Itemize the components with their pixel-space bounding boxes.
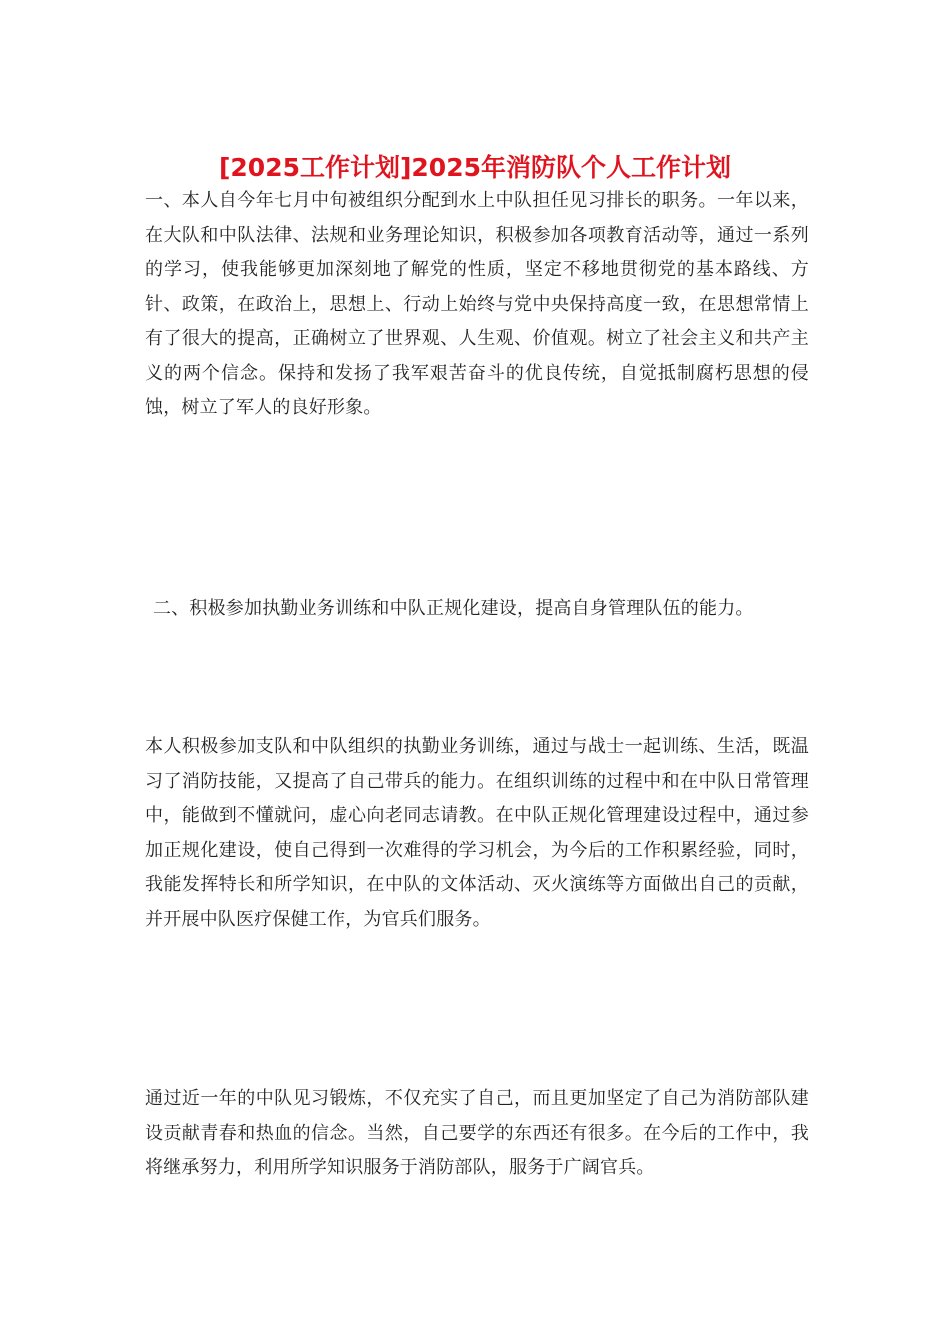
paragraph-1: 一、本人自今年七月中旬被组织分配到水上中队担任见习排长的职务。一年以来，在大队和中队法律、法规和业务理论知识，积极参加各项教育活动等，通过一系列的学习，使我能够更加深刻地了解党的性质，坚定不移地贯彻党的基本路线、方针、政策，在政治上，思想上、行动上始终与党中央保持高度一致，在思想常情上有了很大的提高，正确树立了世界观、人生观、价值观。树立了社会主义和共产主义的两个信念。保持和发扬了我军艰苦奋斗的优良传统，自觉抵制腐朽思想的侵蚀，树立了军人的良好形象。 xyxy=(145,190,809,418)
paragraph-3: 本人积极参加支队和中队组织的执勤业务训练，通过与战士一起训练、生活，既温习了消防技能，又提高了自己带兵的能力。在组织训练的过程中和在中队日常管理中，能做到不懂就问，虚心向老同志请教。在中队正规化管理建设过程中，通过参加正规化建设，使自己得到一次难得的学习机会，为今后的工作积累经验，同时，我能发挥特长和所学知识，在中队的文体活动、灭火演练等方面做出自己的贡献，并开展中队医疗保健工作，为官兵们服务。 xyxy=(145,736,809,930)
document-title: [2025工作计划]2025年消防队个人工作计划 xyxy=(218,153,731,182)
paragraph-2: 二、积极参加执勤业务训练和中队正规化建设，提高自身管理队伍的能力。 xyxy=(153,598,754,619)
paragraph-4: 通过近一年的中队见习锻炼，不仅充实了自己，而且更加坚定了自己为消防部队建设贡献青春和热血的信念。当然，自己要学的东西还有很多。在今后的工作中，我将继承努力，利用所学知识服务于消防部队，服务于广阔官兵。 xyxy=(145,1088,809,1178)
